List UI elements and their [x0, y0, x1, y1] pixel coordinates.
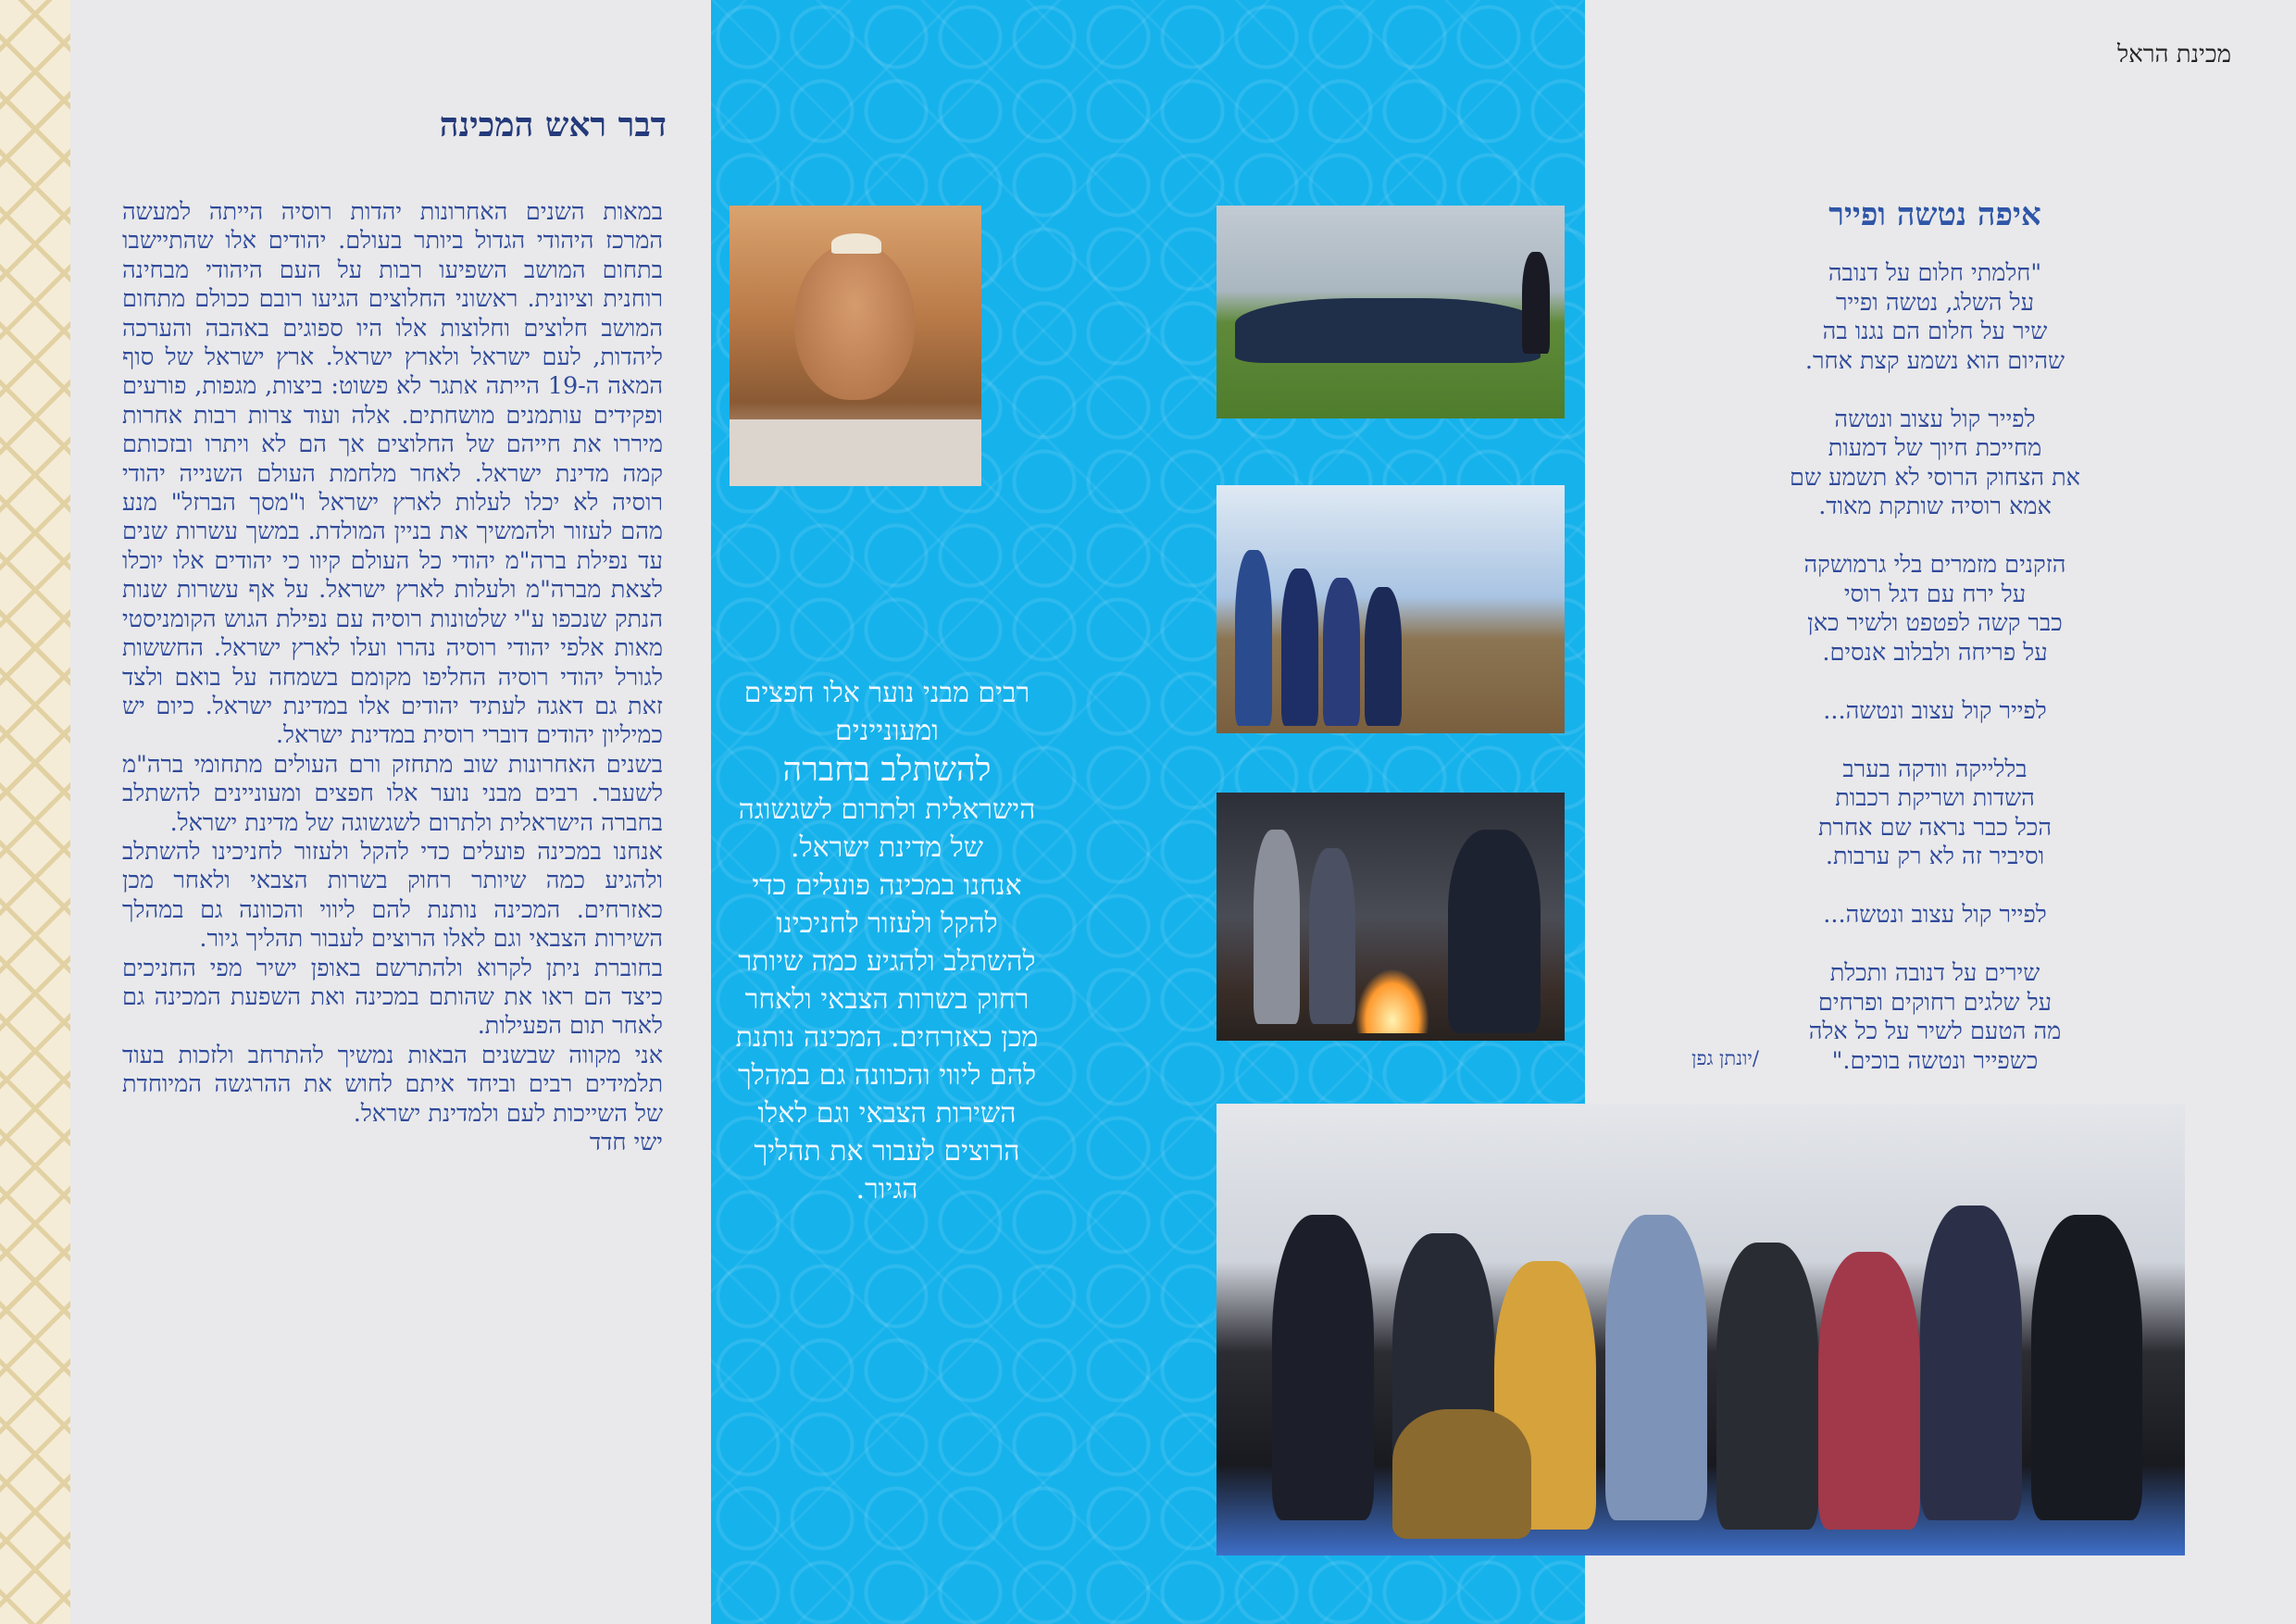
- photo-figure: [1235, 550, 1272, 726]
- pull-quote: [731, 674, 1042, 1208]
- fire-glow: [1355, 968, 1429, 1033]
- photo-hikers: [1217, 485, 1565, 733]
- article-signature: ישי חדד: [589, 1129, 663, 1156]
- photo-figure: [2031, 1215, 2142, 1520]
- article-paragraph: במאות השנים האחרונות יהדות רוסיה הייתה למעשה המרכז היהודי הגדול ביותר בעולם. יהודים אלו שהתיישבו בתחום המושב השפיעו רבות על העם היהודי מבחינה רוחנית וציונית. ראשוני החלוצים הגיעו רובם ככולם מתחום המושב חלוצים וחלוצות אלו היו ספוגים באהבה והערכה ליהדות, לעם ישראל ולארץ ישראל. ארץ ישראל של סוף המאה ה-19 הייתה אתגר לא פשוט: ביצות, מגפות, פורעים ופקידים עותמנים מושחתים. אלה ועוד צרות רבות אחרות מיררו את חייהם של החלוצים אך הם לא ויתרו ובזכותם קמה מדינת ישראל. לאחר מלחמת העולם השנייה יהודי רוסיה לא יכלו לעלות לארץ ישראל ו"מסך הברזל" מנע מהם לעזור ולהמשיך את בניין המולדת. במשך עשרות שנים עד נפילת ברה"מ יהודי כל העולם קיוו כי יהודים אלו יוכלו לצאת מברה"מ ולעלות לארץ ישראל. על אף עשרות שנות הנתק שנכפו ע"י שלטונות רוסיה עם נפילת הגוש הקומניסטי מאות אלפי יהודי רוסיה נהרו ועלו לארץ ישראל. החששות לגורל יהודי רוסיה החליפו מקומם בשמחה על בואם ולצד זאת גם דאגה לעתיד יהודים אלו במדינת ישראל. כיום יש כמיליון יהודים דוברי רוסית במדינת ישראל.: [122, 198, 663, 750]
- poem-line: הזקנים מזמרים בלי גרמושקה: [1803, 551, 2066, 579]
- photo-figure: [1716, 1243, 1818, 1530]
- article-paragraph: בחוברת ניתן לקרוא ולהתרשם באופן ישיר מפי החניכים כיצד הם ראו את שהותם במכינה ואת השפעת המכינה גם לאחר תום הפעילות.: [122, 954, 663, 1041]
- poem-line: על שלגים רחוקים ופרחים: [1817, 988, 2053, 1017]
- poem-line: שיר על חלום הם נגנו בה: [1822, 318, 2048, 345]
- poem-line: השדות ושריקת רכבות: [1835, 784, 2035, 812]
- poem-stanza: [1703, 697, 2166, 727]
- poem-stanza: [1703, 406, 2166, 522]
- poem-line: על פריחה ולבלוב אנסים.: [1822, 638, 2048, 667]
- quote-part-3: אנחנו במכינה פועלים כדי להקל ולעזור לחניכינו להשתלב ולהגיע כמה שיותר רחוק בשרות הצבאי ולאחר מכן כאזרחים. המכינה נותנת להם ליווי והכוונה גם במהלך השירות הצבאי וגם לאלו הרוצים לעבור את תהליך הגיור.: [735, 869, 1039, 1206]
- portrait-photo: [730, 206, 981, 486]
- photo-figure: [1818, 1252, 1920, 1530]
- photo-figure: [1323, 578, 1360, 726]
- photo-figure: [1392, 1409, 1531, 1539]
- photo-figure: [1365, 587, 1402, 726]
- poem-line: הכל כבר נראה שם אחרת: [1818, 813, 2052, 842]
- article-paragraph: בשנים האחרונות שוב מתחזק ורם העולים מתחומי ברה"מ לשעבר. רבים מבני נוער אלו חפצים ומעוניינים להשתלב בחברה הישראלית ולתרום לשגשוגה של מדינת ישראל.: [122, 750, 663, 837]
- poem-stanza: [1703, 756, 2166, 872]
- poem-line: שירים על דנובה ותכלת: [1829, 959, 2040, 987]
- poem-line: כבר קשה לפטפט ולשיר כאן: [1807, 609, 2063, 637]
- photo-figures: [1235, 298, 1541, 363]
- decorative-border: [0, 0, 70, 1624]
- quote-part-2: הישראלית ולתרום לשגשוגה של מדינת ישראל.: [738, 793, 1036, 864]
- poem-stanza: [1703, 901, 2166, 931]
- article-paragraph: אנחנו במכינה פועלים כדי להקל ולעזור לחניכינו להשתלב ולהגיע כמה שיותר רחוק בשרות הצבאי ולאחר מכן כאזרחים. המכינה נותנת להם ליווי והכוונה גם במהלך השירות הצבאי וגם לאלו הרוצים לעבור תהליך גיור.: [122, 837, 663, 954]
- photo-figure: [1605, 1215, 1707, 1520]
- poem-line: "חלמתי חלום על דנובה: [1828, 259, 2042, 287]
- poem-line: מחייכת חיוך של דמעות: [1828, 434, 2042, 462]
- portrait-kippah: [831, 233, 881, 254]
- poem-title: איפה נטשה ופייר: [1828, 196, 2041, 233]
- portrait-shirt: [730, 419, 981, 486]
- poem-line: לפייר קול עצוב ונטשה...: [1823, 696, 2047, 725]
- quote-highlight: להשתלב בחברה: [782, 751, 992, 789]
- article-paragraph: אני מקווה שבשנים הבאות נמשיך להתרחב ולזכות בעוד תלמידים רבים וביחד איתם לחוש את ההרגשה המיוחדת של השייכות לעם ולמדינת ישראל.: [122, 1041, 663, 1128]
- poem-line: מה הטעם לשיר על כל אלה: [1808, 1018, 2062, 1045]
- photo-figure: [1254, 830, 1300, 1024]
- poem-line: לפייר קול עצוב ונטשה: [1834, 405, 2036, 433]
- photo-campfire: [1217, 793, 1565, 1041]
- poem-line: שהיום הוא נשמע קצת אחר.: [1804, 346, 2065, 375]
- quote-part-1: רבים מבני נוער אלו חפצים ומעוניינים: [743, 677, 1030, 747]
- poem-line: כשפייר ונטשה בוכים.": [1831, 1046, 2039, 1075]
- poem-line: על ירח עם דגל רוסי: [1843, 580, 2027, 608]
- poem-line: על השלג, נטשה ופייר: [1835, 288, 2035, 317]
- poem-author: /יונתן גפן: [1691, 1047, 1759, 1069]
- poem-line: וסיביר זה לא רק ערבות.: [1825, 843, 2045, 870]
- article-body: [122, 198, 663, 1157]
- poem: [1703, 259, 2166, 1106]
- photo-figure: [1281, 568, 1318, 726]
- photo-figure: [1448, 830, 1541, 1033]
- poem-line: בללייקה וודקה בערב: [1842, 755, 2028, 783]
- article-title: דבר ראש המכינה: [439, 106, 667, 144]
- photo-group-classroom: [1217, 1104, 2185, 1555]
- poem-line: אמא רוסיה שותקת מאוד.: [1818, 493, 2052, 520]
- photo-figure: [1920, 1206, 2022, 1520]
- photo-figure: [1272, 1215, 1374, 1520]
- poem-line: לפייר קול עצוב ונטשה...: [1823, 901, 2047, 929]
- photo-figure: [1309, 848, 1355, 1024]
- poem-stanza: [1703, 259, 2166, 376]
- photo-figure: [1522, 252, 1550, 354]
- photo-group-on-grass: [1217, 206, 1565, 418]
- portrait-face: [794, 243, 915, 400]
- poem-line: את הצחוק הרוסי לא תשמע שם: [1790, 463, 2080, 492]
- poem-stanza: [1703, 959, 2166, 1076]
- poem-stanza: [1703, 551, 2166, 668]
- header-label: מכינת הראל: [2116, 41, 2231, 69]
